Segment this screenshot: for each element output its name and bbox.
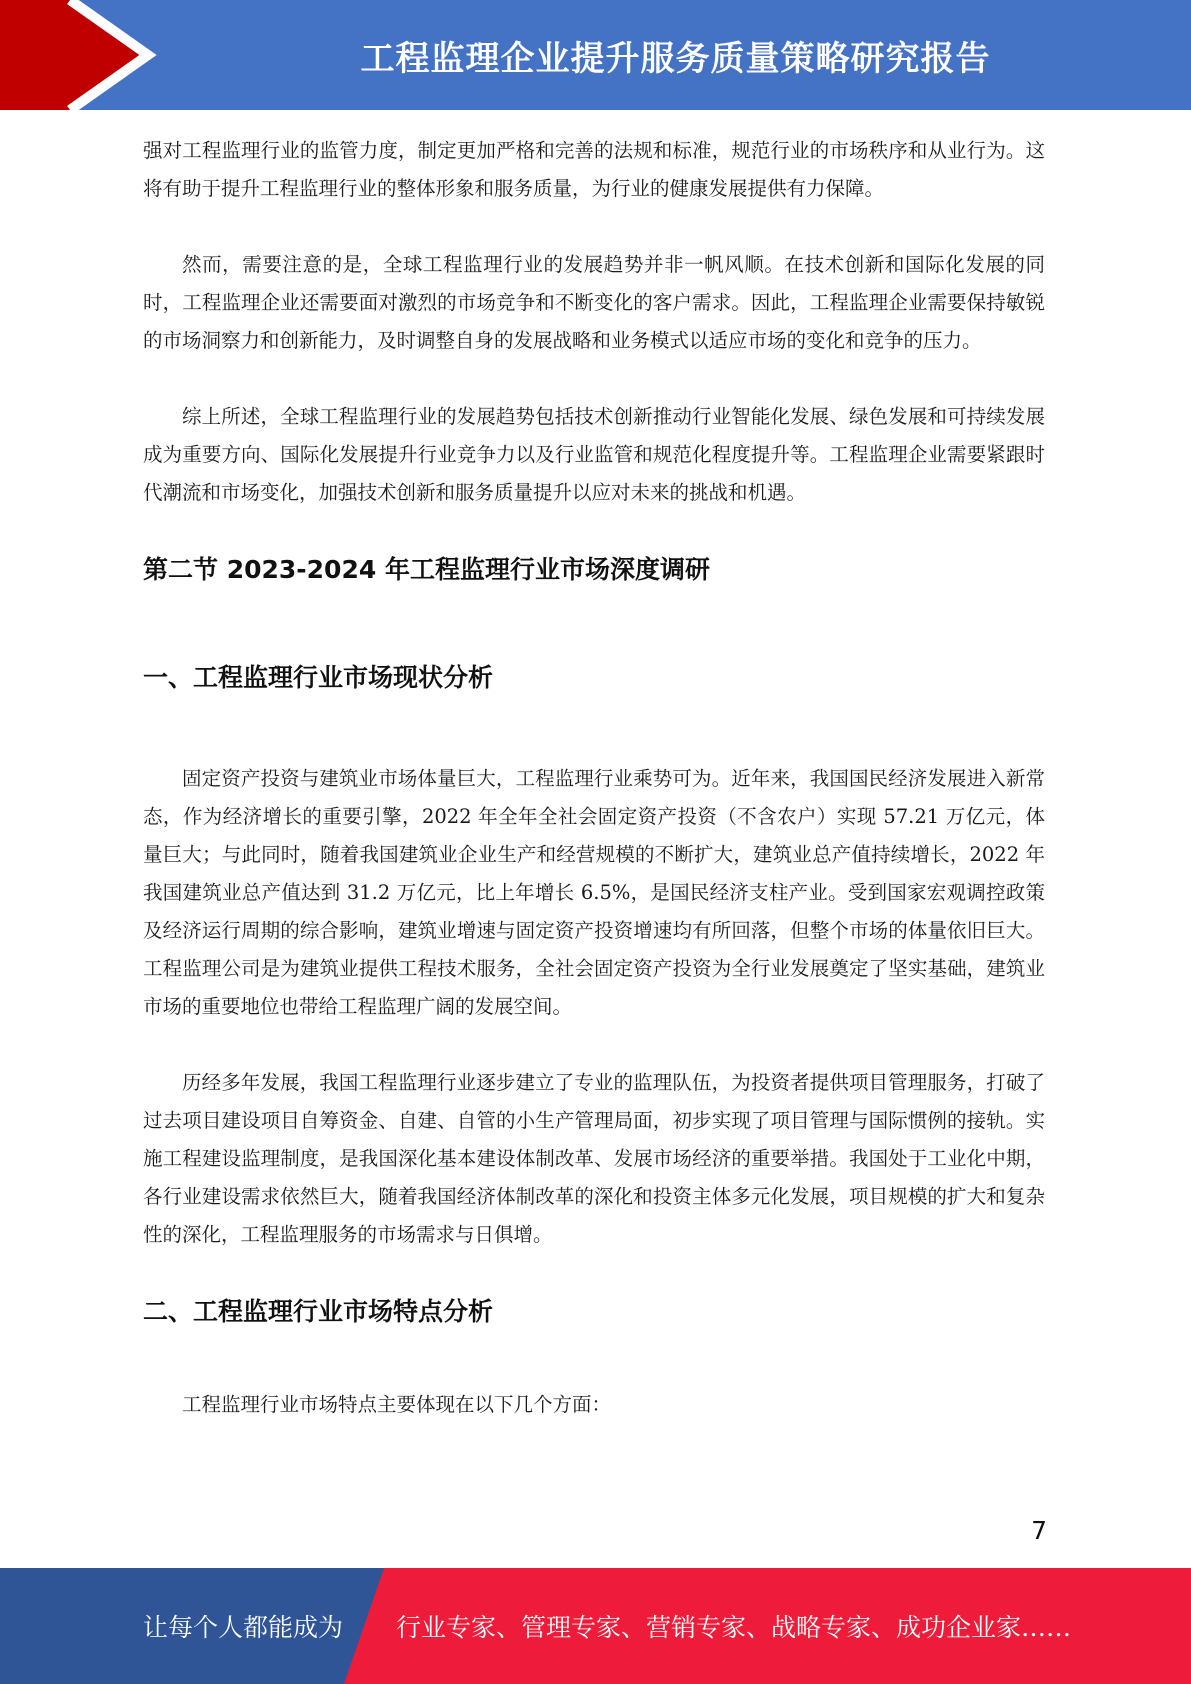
subsection-heading: 二、工程监理行业市场特点分析: [143, 1297, 494, 1326]
section-heading: 第二节 2023-2024 年工程监理行业市场深度调研: [143, 555, 710, 584]
paragraph: 工程监理行业市场特点主要体现在以下几个方面：: [182, 1393, 612, 1416]
report-title: 工程监理企业提升服务质量策略研究报告: [360, 38, 991, 79]
subsection-heading: 一、工程监理行业市场现状分析: [143, 663, 494, 692]
footer-banner: [0, 1568, 1191, 1684]
header-banner: [0, 0, 1191, 110]
paragraph: 然而，需要注意的是，全球工程监理行业的发展趋势并非一帆风顺。在技术创新和国际化发展的同时，工程监理企业还需要面对激烈的市场竞争和不断变化的客户需求。因此，工程监理企业需要保持敏锐的市场洞察力和创新能力，及时调整自身的发展战略和业务模式以适应市场的变化和竞争的压力。: [143, 253, 1045, 352]
paragraph: 强对工程监理行业的监管力度，制定更加严格和完善的法规和标准，规范行业的市场秩序和从业行为。这将有助于提升工程监理行业的整体形象和服务质量，为行业的健康发展提供有力保障。: [143, 139, 1045, 200]
footer-slogan-left: 让每个人都能成为: [143, 1613, 344, 1642]
paragraph: 固定资产投资与建筑业市场体量巨大，工程监理行业乘势可为。近年来，我国国民经济发展进入新常态，作为经济增长的重要引擎，2022 年全年全社会固定资产投资（不含农户）实现 57.21 万亿元，体量巨大；与此同时，随着我国建筑业企业生产和经营规模的不断扩大，建筑业总产值持续增长，2022 年我国建筑业总产值达到 31.2 万亿元，比上年增长 6.5%，是国民经济支柱产业。受到国家宏观调控政策及经济运行周期的综合影响，建筑业增速与固定资产投资增速均有所回落，但整个市场的体量依旧巨大。工程监理公司是为建筑业提供工程技术服务，全社会固定资产投资为全行业发展奠定了坚实基础，建筑业市场的重要地位也带给工程监理广阔的发展空间。: [143, 767, 1045, 1018]
footer-slogan-right: 行业专家、管理专家、营销专家、战略专家、成功企业家……: [396, 1613, 1072, 1642]
page-content: [143, 132, 1045, 1462]
paragraph: 历经多年发展，我国工程监理行业逐步建立了专业的监理队伍，为投资者提供项目管理服务，打破了过去项目建设项目自筹资金、自建、自管的小生产管理局面，初步实现了项目管理与国际惯例的接轨。实施工程建设监理制度，是我国深化基本建设体制改革、发展市场经济的重要举措。我国处于工业化中期，各行业建设需求依然巨大，随着我国经济体制改革的深化和投资主体多元化发展，项目规模的扩大和复杂性的深化，工程监理服务的市场需求与日俱增。: [143, 1071, 1045, 1246]
header-arrow-icon: [0, 0, 160, 110]
page-number: 7: [1031, 1516, 1047, 1545]
paragraph: 综上所述，全球工程监理行业的发展趋势包括技术创新推动行业智能化发展、绿色发展和可持续发展成为重要方向、国际化发展提升行业竞争力以及行业监管和规范化程度提升等。工程监理企业需要紧跟时代潮流和市场变化，加强技术创新和服务质量提升以应对未来的挑战和机遇。: [143, 405, 1045, 504]
